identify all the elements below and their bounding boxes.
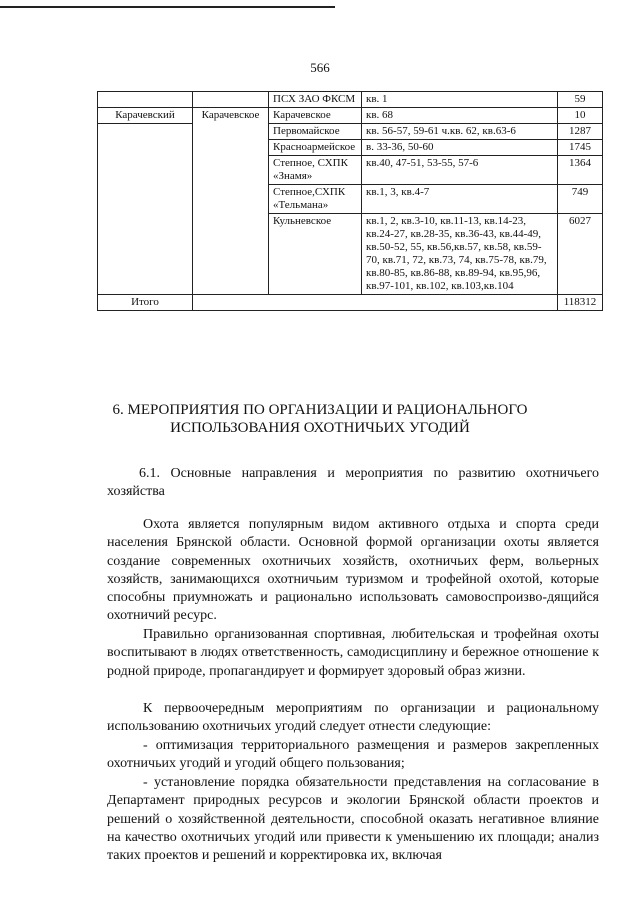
paragraph: Правильно организованная спортивная, любительская и трофейная охоты воспитывают в людях ответственность, самодисциплину и бережное отношение к родной природе, пропагандирует и формирует здоровый образ жизни. — [107, 627, 599, 679]
section-heading-line1: 6. МЕРОПРИЯТИЯ ПО ОРГАНИЗАЦИИ И РАЦИОНАЛЬНОГО — [112, 402, 528, 418]
section-heading-line2: ИСПОЛЬЗОВАНИЯ ОХОТНИЧЬИХ УГОДИЙ — [170, 420, 470, 436]
area-cell — [193, 156, 269, 185]
list-item: - установление порядка обязательности представления на согласование в Департамент природных ресурсов и экологии Брянской области проектов и решений о хозяйственной деятельности, способной оказать негативное влияние на качество охотничьих угодий или привести к уменьшению их площади; анализ таких проектов и решений и корректировка их, включая — [107, 775, 599, 864]
total-empty-cell — [193, 295, 558, 311]
name-cell: Степное,СХПК «Тельмана» — [269, 185, 362, 214]
page-number: 566 — [310, 60, 330, 75]
blocks-cell: кв. 1 — [362, 92, 558, 108]
area-cell — [193, 214, 269, 295]
top-rule — [0, 6, 335, 8]
value-cell: 10 — [558, 108, 603, 124]
table-total-row — [98, 295, 603, 311]
blocks-cell: кв.1, 2, кв.3-10, кв.11-13, кв.14-23, кв.24-27, кв.28-35, кв.36-43, кв.44-49, кв.50-52, 55, кв.56,кв.57, кв.58, кв.59-70, кв.71, 72, кв.73, 74, кв.75-78, кв.79, кв.80-85, кв.86-88, кв.89-94, кв.95,96, кв.97-101, кв.102, кв.103,кв.104 — [362, 214, 558, 295]
district-cell — [98, 214, 193, 295]
total-label: Итого — [98, 295, 193, 311]
blocks-cell: в. 33-36, 50-60 — [362, 140, 558, 156]
name-cell: Кульневское — [269, 214, 362, 295]
area-cell: Карачевское — [193, 108, 269, 124]
blocks-cell: кв. 56-57, 59-61 ч.кв. 62, кв.63-6 — [362, 124, 558, 140]
value-cell: 1364 — [558, 156, 603, 185]
blocks-cell: кв.40, 47-51, 53-55, 57-6 — [362, 156, 558, 185]
table-row — [98, 124, 603, 140]
table-row — [98, 156, 603, 185]
section-heading — [0, 401, 640, 437]
value-cell: 749 — [558, 185, 603, 214]
table-row — [98, 214, 603, 295]
hunting-grounds-table — [97, 91, 603, 311]
name-cell: Карачевское — [269, 108, 362, 124]
district-cell — [98, 140, 193, 156]
district-cell — [98, 156, 193, 185]
paragraph: Охота является популярным видом активного отдыха и спорта среди населения Брянской области. Основной формой организации охоты является создание современных охотничьих хозяйств, охотничьих ферм, вольерных хозяйств, занимающихся охотничьим туризмом и трофейной охотой, которые способны приумножать и рационально использовать самовоспроизво-дящийся охотничий ресурс. — [107, 517, 599, 624]
table-row — [98, 92, 603, 108]
name-cell: Красноармейское — [269, 140, 362, 156]
value-cell: 1287 — [558, 124, 603, 140]
district-cell — [98, 92, 193, 108]
paragraph: К первоочередным мероприятиям по организации и рациональному использованию охотничьих угодий следует отнести следующие: — [107, 701, 599, 735]
table-row — [98, 108, 603, 124]
table-row — [98, 185, 603, 214]
area-cell — [193, 185, 269, 214]
area-cell — [193, 124, 269, 140]
list-item: - оптимизация территориального размещения и размеров закрепленных охотничьих угодий и угодий общего пользования; — [107, 738, 599, 772]
subsection-title: 6.1. Основные направления и мероприятия по развитию охотничьего хозяйства — [107, 466, 599, 499]
area-cell — [193, 92, 269, 108]
name-cell: ПСХ ЗАО ФКСМ — [269, 92, 362, 108]
blocks-cell: кв. 68 — [362, 108, 558, 124]
table-row — [98, 140, 603, 156]
area-cell — [193, 140, 269, 156]
district-cell: Карачевский — [98, 108, 193, 124]
total-value: 118312 — [558, 295, 603, 311]
value-cell: 1745 — [558, 140, 603, 156]
district-cell — [98, 124, 193, 140]
value-cell: 6027 — [558, 214, 603, 295]
name-cell: Степное, СХПК «Знамя» — [269, 156, 362, 185]
district-cell — [98, 185, 193, 214]
value-cell: 59 — [558, 92, 603, 108]
name-cell: Первомайское — [269, 124, 362, 140]
blocks-cell: кв.1, 3, кв.4-7 — [362, 185, 558, 214]
